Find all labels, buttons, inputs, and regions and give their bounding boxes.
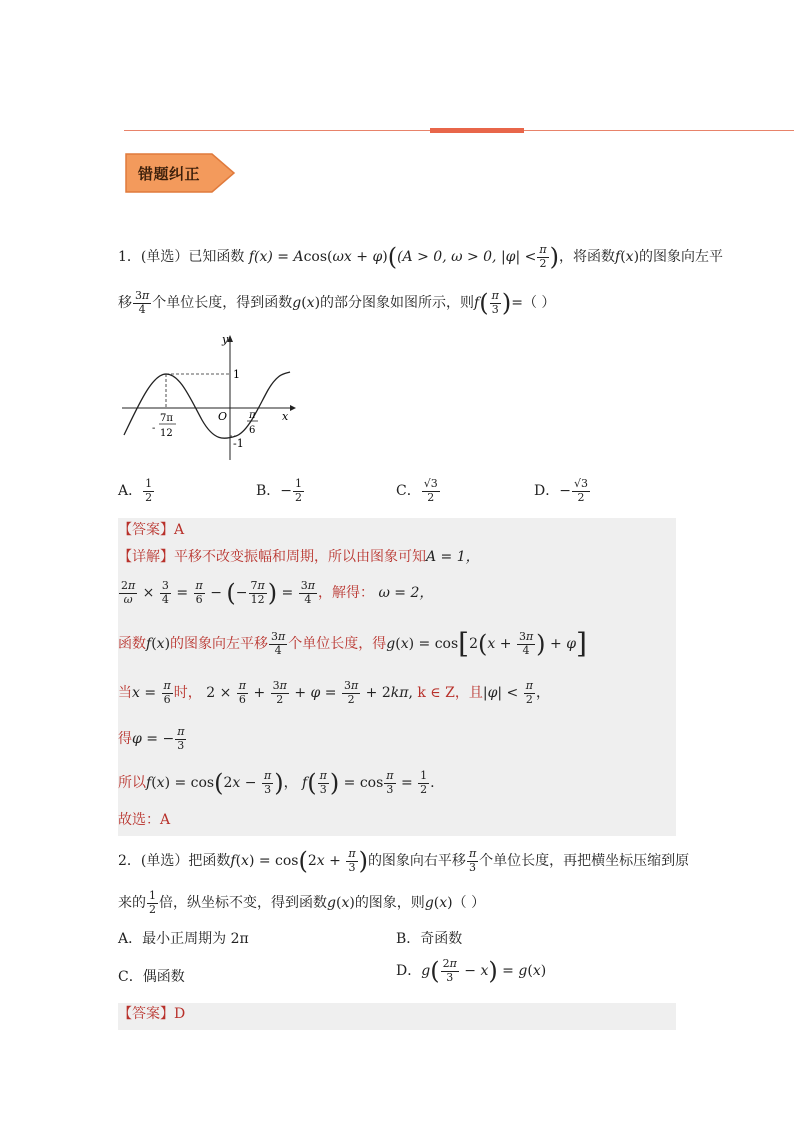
option-den: 2 (427, 490, 435, 504)
q1-s4-a: 当 (118, 685, 132, 702)
option-text: 最小正周期为 2π (142, 931, 249, 947)
y-label: y (222, 333, 229, 346)
section-badge (124, 152, 236, 194)
option-text: 偶函数 (142, 969, 185, 985)
q2-line2-a: 来的 (118, 895, 146, 912)
option-den: 2 (577, 490, 585, 504)
q2-option-d[interactable]: D．g( $\frac{2\pi}{3}$ − x) = g(x) (396, 957, 547, 986)
q1-s3-a: 函数 (118, 636, 146, 652)
q2-answer-panel (118, 1003, 676, 1030)
header-rule-accent (430, 128, 524, 133)
option-num: 1 (145, 477, 153, 490)
q1-detail (118, 549, 480, 566)
q1-s4-b: 时， (173, 685, 202, 702)
q1-step3: 函数f(x)的图象向左平移 $\frac{3\pi}{4}$ 个单位长度，得g(x) = cos[2(x + $\frac{3\pi}{4}$ ) + φ] (118, 627, 587, 660)
q1-step2: $\frac{2\pi}{\omega}$ × $\frac{3}{4}$ = $\frac{\pi}{6}$ − (− $\frac{7\pi}{12}$ ) = $\frac{3\pi}{4}$ ，解得： ω = 2， (121, 579, 434, 608)
x-label: x (282, 410, 289, 423)
q2-option-c[interactable] (118, 966, 185, 986)
q1-step5: 得φ = − $\frac{\pi}{3}$ (118, 725, 185, 752)
option-letter: D． (534, 483, 560, 500)
right-tick-den: 6 (249, 425, 256, 436)
q1-prefix: 1．(单选）已知函数 (118, 249, 245, 266)
q1-func-f: f(x) = A (248, 249, 304, 266)
option-den: 2 (295, 490, 303, 504)
q2-prefix: 2．(单选）把函数 (118, 853, 231, 870)
q1-s5: 得 (118, 731, 132, 748)
q1-omega: ω = 2， (378, 585, 434, 602)
q1-shift-frac: $\frac{3\pi}{4}$ (135, 289, 150, 316)
option-letter: B． (396, 931, 421, 947)
option-sign: − (280, 483, 293, 500)
q1-s4-c: k ∈ Z，且 (417, 685, 483, 702)
one-label: 1 (233, 368, 240, 381)
q2-line1: 2．(单选）把函数f(x) = cos(2x + $\frac{\pi}{3}$ )的图象向右平移 $\frac{\pi}{3}$ 个单位长度，再把横坐标压缩到原 (118, 847, 690, 876)
q2-option-a[interactable] (118, 928, 249, 948)
q1-s3-c: 个单位长度，得 (288, 636, 387, 652)
option-num: 1 (295, 477, 303, 490)
option-num: √3 (573, 477, 588, 490)
q2-answer: 【答案】D (118, 1006, 186, 1022)
q1-line2-d: =（ ） (511, 295, 556, 312)
q1-s6: 所以 (118, 775, 146, 792)
cosine-curve (124, 372, 290, 438)
neg-one-label: -1 (233, 437, 244, 450)
q1-detail-a: A = 1， (426, 549, 480, 565)
q1-line2-a: 移 (118, 295, 132, 312)
option-letter: D． (396, 963, 422, 980)
left-tick-num: 7π (160, 413, 173, 424)
q2-mid: 的图象向右平移 (367, 853, 466, 870)
q1-s3-b: 的图象向左平移 (170, 636, 269, 652)
q1-line1: 1．(单选）已知函数 f(x) = Acos(ωx + φ)((A > 0, ω > 0, |φ| < $\frac{\pi}{2}$ )，将函数f(x)的图象向左平 (118, 243, 724, 272)
q2-line2-b: 倍，纵坐标不变，得到函数 (159, 895, 327, 912)
origin-label: O (218, 410, 228, 423)
badge-label: 错题纠正 (138, 165, 201, 183)
q1-cond-frac: $\frac{\pi}{2}$ (539, 243, 547, 270)
q1-cond: (A > 0, ω > 0, |φ| < (397, 249, 537, 266)
q1-line2-b: 个单位长度，得到函数 (152, 295, 293, 312)
option-letter: A． (118, 931, 143, 947)
q1-graph (118, 328, 298, 472)
q1-line2: 移 $\frac{3\pi}{4}$ 个单位长度，得到函数g(x)的部分图象如图所示，则f( $\frac{\pi}{3}$ )=（ ） (118, 289, 556, 318)
q1-step4: 当x = $\frac{\pi}{6}$ 时， 2 × $\frac{\pi}{6}$ + $\frac{3\pi}{2}$ + φ = $\frac{3\pi}{2}$ + 2kπ, k ∈ Z，且|φ| < $\frac{\pi}{2}$ ， (118, 679, 550, 706)
q1-shift-text: 的图象向左平 (639, 249, 724, 266)
left-tick-sign: - (152, 423, 156, 434)
x-axis-arrow (290, 405, 296, 411)
q2-line2-d: （ ） (452, 895, 486, 912)
q2-line2: 来的 $\frac{1}{2}$ 倍，纵坐标不变，得到函数g(x)的图象，则g(x)（ ） (118, 889, 486, 916)
option-num: √3 (423, 477, 438, 490)
left-tick-den: 12 (160, 428, 173, 439)
q2-line2-c: 的图象，则 (354, 895, 425, 912)
q2-tail: 个单位长度，再把横坐标压缩到原 (479, 853, 690, 870)
option-sign: − (559, 483, 571, 500)
q1-mid: ，将函数 (559, 249, 615, 266)
q2-option-b[interactable] (396, 928, 462, 948)
option-den: 2 (145, 490, 153, 504)
option-text: 奇函数 (420, 931, 463, 947)
q1-option-c[interactable] (396, 478, 441, 504)
option-letter: A． (118, 483, 143, 500)
q1-final: 故选：A (118, 812, 171, 828)
q1-solve: ，解得： (317, 585, 374, 602)
q1-option-b[interactable] (256, 478, 305, 504)
option-letter: B． (256, 483, 281, 500)
q1-graph-svg (118, 328, 298, 468)
q1-answer: 【答案】A (118, 522, 185, 538)
q1-detail-text: 【详解】平移不改变振幅和周期，所以由图象可知 (118, 549, 426, 565)
q1-option-a[interactable] (118, 478, 155, 504)
option-letter: C． (396, 483, 421, 500)
right-tick-num: π (249, 410, 256, 421)
q1-step6: 所以f(x) = cos(2x − $\frac{\pi}{3}$ )， f( $\frac{\pi}{3}$ ) = cos $\frac{\pi}{3}$ = $\frac{1}{2}$ . (118, 769, 435, 798)
q1-line2-c: 的部分图象如图所示，则 (320, 295, 475, 312)
q1-option-d[interactable] (534, 478, 591, 504)
option-letter: C． (118, 969, 143, 985)
